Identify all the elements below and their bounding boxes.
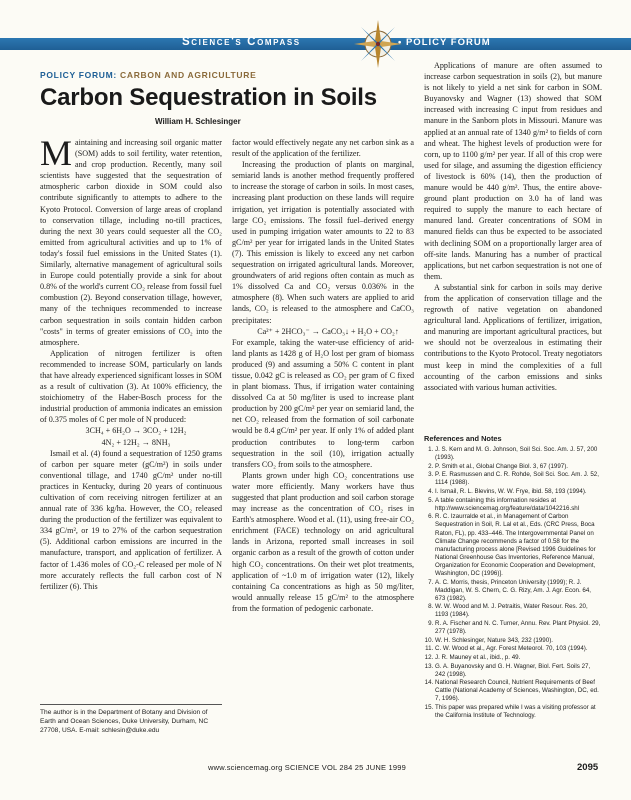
- references: [424, 435, 602, 721]
- equation: 4N₂ + 12H₂ → 8NH₃: [101, 437, 171, 447]
- paragraph: For example, taking the water-use efficiency of arid-land plants as 1428 g of H₂O lost per gram of biomass produced (9) and assuming a 50% C content in plant tissue, 0.042 gC is released as CO₂ per gram of C fixed in plant biomass. Thus, if irrigation water containing dissolved Ca at 50 mg/liter is used to increase plant production by 200 gC/m² per year on semiarid land, the net CO₂ released from the formation of soil carbonate would be 8.4 gC/m² per year. If only 1% of added plant production contributes to long-term carbon sequestration in the soil (10), irrigation actually transfers CO₂ from soils to the atmosphere.: [232, 337, 414, 469]
- reference-item: 1. J. S. Kern and M. G. Johnson, Soil Sci. Soc. Am. J. 57, 200 (1993).: [435, 446, 602, 462]
- column-2: [232, 137, 414, 614]
- reference-item: 3. P. E. Rasmussen and C. R. Rohde, Soil Sci. Soc. Am. J. 52, 1114 (1988).: [435, 471, 602, 487]
- paragraph: Application of nitrogen fertilizer is often recommended to increase SOM, particularly on lands that have already experienced significant losses in SOM as a result of cultivation (3). At 100% efficiency, the stoichiometry of the Haber-Bosch process for the industrial production of ammonia indicates an emission of 0.375 moles of C per mole of N produced:: [40, 348, 222, 425]
- page-footer: www.sciencemag.org SCIENCE VOL 284 25 JUNE 1999: [208, 763, 406, 772]
- section-kicker: POLICY FORUM: CARBON AND AGRICULTURE: [40, 70, 257, 80]
- reference-item: 8. W. W. Wood and M. J. Petraitis, Water Resour. Res. 20, 1193 (1984).: [435, 603, 602, 619]
- reference-item: 2. P. Smith et al., Global Change Biol. 3, 67 (1997).: [435, 463, 602, 471]
- drop-cap: M: [40, 133, 73, 173]
- paragraph: Ismail et al. (4) found a sequestration of 1250 grams of carbon per square meter (gC/m²) in soils under conventional tillage, and 1740 gC/m² under no-till practices in Kentucky, during 20 years of continuous cultivation of corn receiving nitrogen fertilizer at an annual rate of 336 kg/ha. However, the CO₂ released during the production of the fertilizer was equivalent to 334 gC/m², or 19 to 27% of the carbon sequestration (5). Additional carbon emissions are incurred in the manufacture, transport, and application of fertilizer. A factor of 1.436 moles of CO₂-C released per mole of N more accurately reflects the full carbon cost of N fertilizer (6). This: [40, 448, 222, 591]
- author: William H. Schlesinger: [155, 117, 241, 126]
- reference-item: 5. A table containing this information resides at http://www.sciencemag.org/feature/data/1042216.shl: [435, 497, 602, 513]
- reference-item: 9. R. A. Fischer and N. C. Turner, Annu. Rev. Plant Physiol. 29, 277 (1978).: [435, 620, 602, 636]
- banner-bar: [0, 38, 631, 50]
- author-affiliation: The author is in the Department of Botany and Division of Earth and Ocean Sciences, Duke University, Durham, NC 27708, USA. E-mail: schlesin@duke.edu: [40, 704, 222, 735]
- banner: [0, 0, 631, 62]
- column-1: [40, 133, 222, 592]
- paragraph: A substantial sink for carbon in soils may derive from the application of conservation tillage and the regrowth of native vegetation on abandoned agricultural land. Applications of fertilizer, irrigation, and manuring are important agricultural practices, but we should not be overzealous in estimating their contributions to the Kyoto Protocol. Treaty negotiators must keep in mind the complexities of a full accounting of the carbon emissions and sinks associated with various human activities.: [424, 282, 602, 392]
- banner-title: Science's Compass: [182, 36, 301, 48]
- paragraph: Applications of manure are often assumed to increase carbon sequestration in soils (2), but manure is not likely to yield a net sink for carbon in SOM. Buyanovsky and Wagner (13) showed that SOM increased with increasing C input from residues and manure in the Sanborn plots in Missouri. Manure was applied at an annual rate of 1340 g/m² to fields of corn and wheat. The highest levels of production were for corn, up to 1100 g/m² per year. If all of this crop were used for silage, and assuming the digestion efficiency of livestock is 60% (14), then the production of manure would be 440 g/m². Thus, the entire above-ground plant production on 3.0 ha of land was required to supply the manure to each hectare of manured land. Greater concentrations of SOM in manured fields can thus be expected to be associated with declining SOM on a proportionally larger area of off-site lands. Manuring has a number of practical applications, but net carbon sequestration is not one of them.: [424, 61, 602, 281]
- reference-item: 13. G. A. Buyanovsky and G. H. Wagner, Biol. Fert. Soils 27, 242 (1998).: [435, 663, 602, 679]
- paragraph: Increasing the production of plants on marginal, semiarid lands is another method frequently proffered to increase the storage of carbon in soils. In most cases, increasing plant production on these lands will require irrigation, yet irrigation is potentially associated with large CO₂ emissions. The fossil fuel–derived energy used in pumping irrigation water amounts to 22 to 83 gC/m² per year for irrigated lands in the United States (7). This emission is likely to exceed any net carbon sequestration on irrigated agricultural lands. Moreover, groundwaters of arid regions often contain as much as 1% dissolved Ca and CO₂ versus 0.036% in the atmosphere (8). When such waters are applied to arid lands, CO₂ is released to the atmosphere and CaCO₃ precipitates:: [232, 160, 414, 325]
- paragraph: Plants grown under high CO₂ concentrations use water more efficiently. Many workers have thus suggested that plant production and soil carbon storage may increase as the concentration of CO₂ rises in Earth's atmosphere. Wood et al. (11), using free-air CO₂ enrichment (FACE) technology on arid agricultural lands in Arizona, reported small increases in soil organic carbon as a result of the growth of cotton under high CO₂ concentrations. On their wet plot treatments, application of ~1.0 m of irrigation water (12), likely containing Ca concentrations as high as 50 mg/liter, would annually release 15 gC/m² to the atmosphere from the formation of pedogenic carbonate.: [232, 470, 414, 613]
- column-3: [424, 60, 602, 393]
- compass-rose-icon: [352, 18, 404, 70]
- reference-item: 12. J. R. Mauney et al., ibid., p. 49.: [435, 654, 602, 662]
- paragraph: Maintaining and increasing soil organic matter (SOM) adds to soil fertility, water retention, and crop production. Recently, many soil scientists have suggested that the sequestration of atmospheric carbon dioxide in SOM could also contribute significantly to attempts to adhere to the Kyoto Protocol. Conversion of large areas of cropland to conservation tillage, including no-till practices, during the next 30 years could sequester all the CO₂ emitted from agricultural activities and up to 1% of today's fossil fuel emissions in the United States (1). Similarly, alternative management of agricultural soils in Europe could potentially provide a sink for about 0.8% of the world's current CO₂ release from fossil fuel combustion (2). Beyond conservation tillage, however, many of the techniques recommended to increase carbon sequestration in soils contain hidden carbon "costs" in terms of greater emissions of CO₂ into the atmosphere.: [40, 133, 222, 347]
- reference-item: 7. A. C. Morris, thesis, Princeton University (1999); R. J. Maddigan, W. S. Chern, C. G. Rizy, Am. J. Agr. Econ. 64, 673 (1982).: [435, 579, 602, 603]
- references-heading: References and Notes: [424, 434, 502, 443]
- equation: 3CH₄ + 6H₂O → 3CO₂ + 12H₂: [85, 426, 187, 436]
- paragraph: factor would effectively negate any net carbon sink as a result of the application of the fertilizer.: [232, 138, 414, 159]
- article-title: Carbon Sequestration in Soils: [40, 84, 377, 111]
- reference-item: 6. R. C. Izaurralde et al., in Management of Carbon Sequestration in Soil, R. Lal et al., Eds. (CRC Press, Boca Raton, FL), pp. 433–446. The Intergovernmental Panel on Climate Change recommends a factor of 0.58 for the manufacturing process alone [Revised 1996 Guidelines for National Greenhouse Gas Inventories, Reference Manual, Organization for Economic Cooperation and Development, Washington, DC (1996)].: [435, 513, 602, 578]
- reference-item: 11. C. W. Wood et al., Agr. Forest Meteorol. 70, 103 (1994).: [435, 645, 602, 653]
- reference-item: 14. National Research Council, Nutrient Requirements of Beef Cattle (National Academy of Sciences, Washington, DC, ed. 7, 1996).: [435, 679, 602, 703]
- reference-list: [424, 446, 602, 720]
- page-number: 2095: [577, 762, 599, 773]
- equation: Ca²⁺ + 2HCO₃⁻ → CaCO₃↓ + H₂O + CO₂↑: [257, 326, 399, 336]
- banner-forum-label: • POLICY FORUM: [398, 37, 491, 48]
- reference-item: 15. This paper was prepared while I was a visiting professor at the California Institute of Technology.: [435, 704, 602, 720]
- reference-item: 10. W. H. Schlesinger, Nature 343, 232 (1990).: [435, 637, 602, 645]
- reference-item: 4. I. Ismail, R. L. Blevins, W. W. Frye, ibid. 58, 193 (1994).: [435, 488, 602, 496]
